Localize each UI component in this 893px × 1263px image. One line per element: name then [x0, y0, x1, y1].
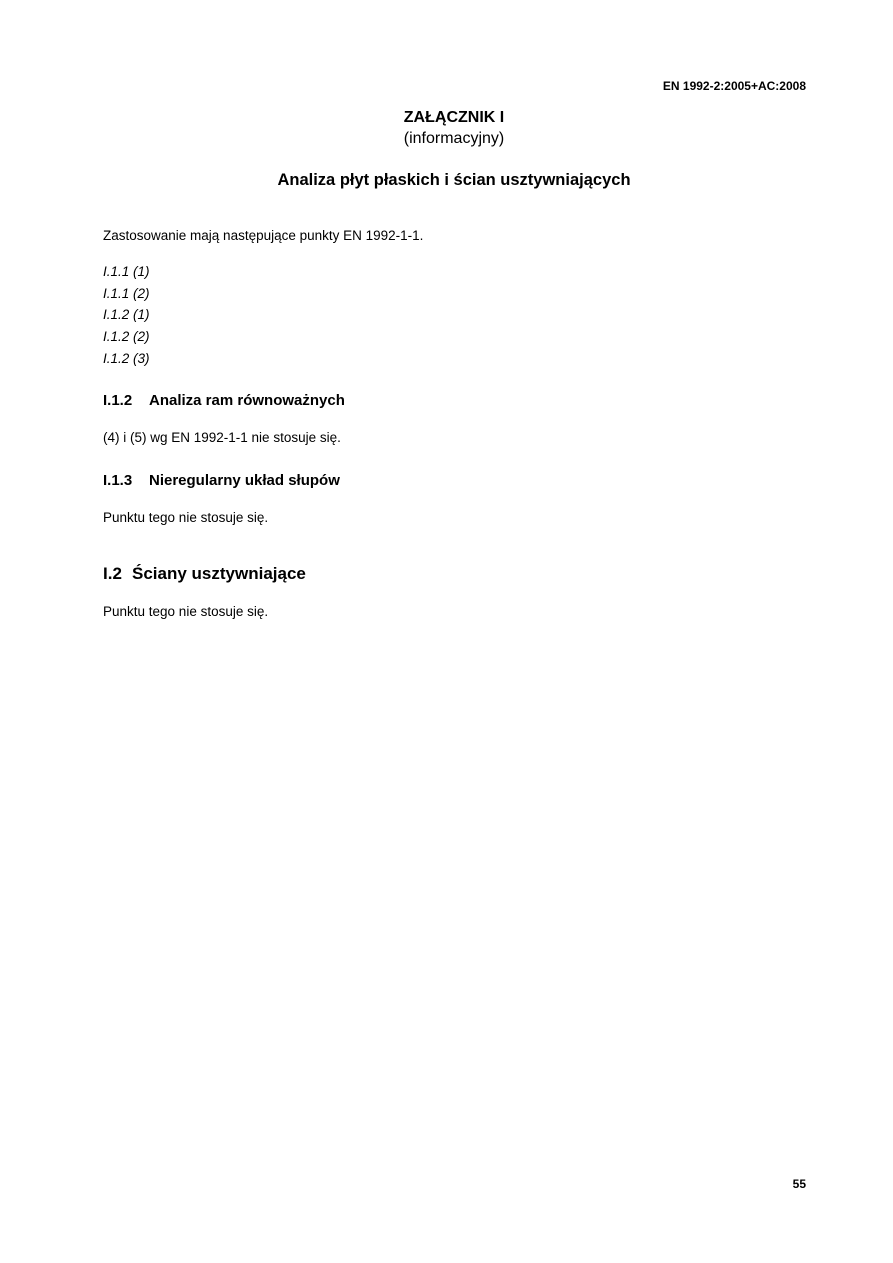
reference-item: I.1.2 (1) — [103, 307, 150, 323]
section-heading — [103, 392, 345, 409]
reference-item: I.1.1 (2) — [103, 285, 150, 301]
annex-title: ZAŁĄCZNIK I — [403, 109, 505, 126]
annex-subtitle: (informacyjny) — [403, 130, 505, 147]
annex-main-title: Analiza płyt płaskich i ścian usztywniających — [277, 171, 631, 189]
section-title: Analiza ram równoważnych — [149, 392, 345, 409]
reference-item: I.1.2 (3) — [103, 350, 150, 366]
section-heading — [103, 564, 306, 584]
section-number: I.1.2 — [103, 392, 133, 409]
section-title: Ściany usztywniające — [132, 564, 306, 583]
section-number: I.1.3 — [103, 472, 133, 489]
section-title: Nieregularny układ słupów — [149, 472, 340, 489]
reference-item: I.1.1 (1) — [103, 264, 150, 279]
standard-identifier: EN 1992-2:2005+AC:2008 — [662, 79, 806, 93]
intro-paragraph: Zastosowanie mają następujące punkty EN 1992-1-1. — [103, 228, 424, 243]
reference-item: I.1.2 (2) — [103, 329, 150, 345]
section-text: (4) i (5) wg EN 1992-1-1 nie stosuje się. — [103, 430, 341, 445]
section-text: Punktu tego nie stosuje się. — [103, 510, 269, 525]
section-text: Punktu tego nie stosuje się. — [103, 604, 269, 619]
page-number: 55 — [792, 1177, 806, 1191]
section-heading — [103, 472, 340, 489]
section-number: I.2 — [103, 564, 122, 583]
reference-list — [103, 263, 150, 371]
